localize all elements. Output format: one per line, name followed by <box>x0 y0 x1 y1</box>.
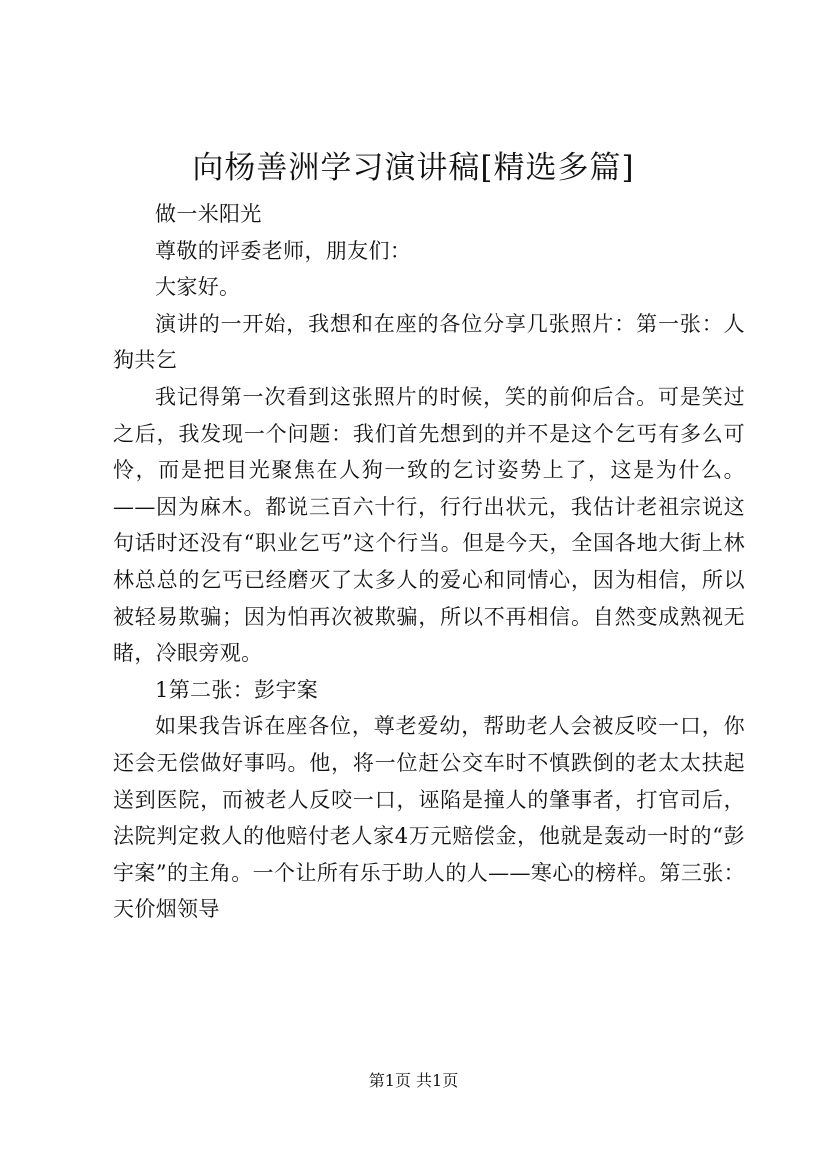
document-title: 向杨善洲学习演讲稿[精选多篇] <box>192 150 635 186</box>
paragraph: 1第二张：彭宇案 <box>155 677 319 702</box>
document-body <box>113 196 745 928</box>
paragraph: 做一米阳光 <box>155 202 262 226</box>
paragraph: 演讲的一开始，我想和在座的各位分享几张照片：第一张：人狗共乞 <box>113 311 745 373</box>
paragraph: 如果我告诉在座各位，尊老爱幼，帮助老人会被反咬一口，你还会无偿做好事吗。他，将一位赶公交车时不慎跌倒的老太太扶起送到医院，而被老人反咬一口，诬陷是撞人的肇事者，打官司后，法院判定救人的他赔付老人家4万元赔偿金，他就是轰动一时的“彭宇案”的主角。一个让所有乐于助人的人——寒心的榜样。第三张：天价烟领导 <box>113 714 745 922</box>
page-footer: 第1页 共1页 <box>368 1071 459 1090</box>
paragraph: 尊敬的评委老师，朋友们： <box>155 238 412 263</box>
paragraph: 大家好。 <box>155 275 241 300</box>
paragraph: 我记得第一次看到这张照片的时候，笑的前仰后合。可是笑过之后，我发现一个问题：我们首先想到的并不是这个乞丐有多么可怜，而是把目光聚焦在人狗一致的乞讨姿势上了，这是为什么。——因为麻木。都说三百六十行，行行出状元，我估计老祖宗说这句话时还没有“职业乞丐”这个行当。但是今天，全国各地大街上林林总总的乞丐已经磨灭了太多人的爱心和同情心，因为相信，所以被轻易欺骗；因为怕再次被欺骗，所以不再相信。自然变成熟视无睹，冷眼旁观。 <box>113 384 745 666</box>
